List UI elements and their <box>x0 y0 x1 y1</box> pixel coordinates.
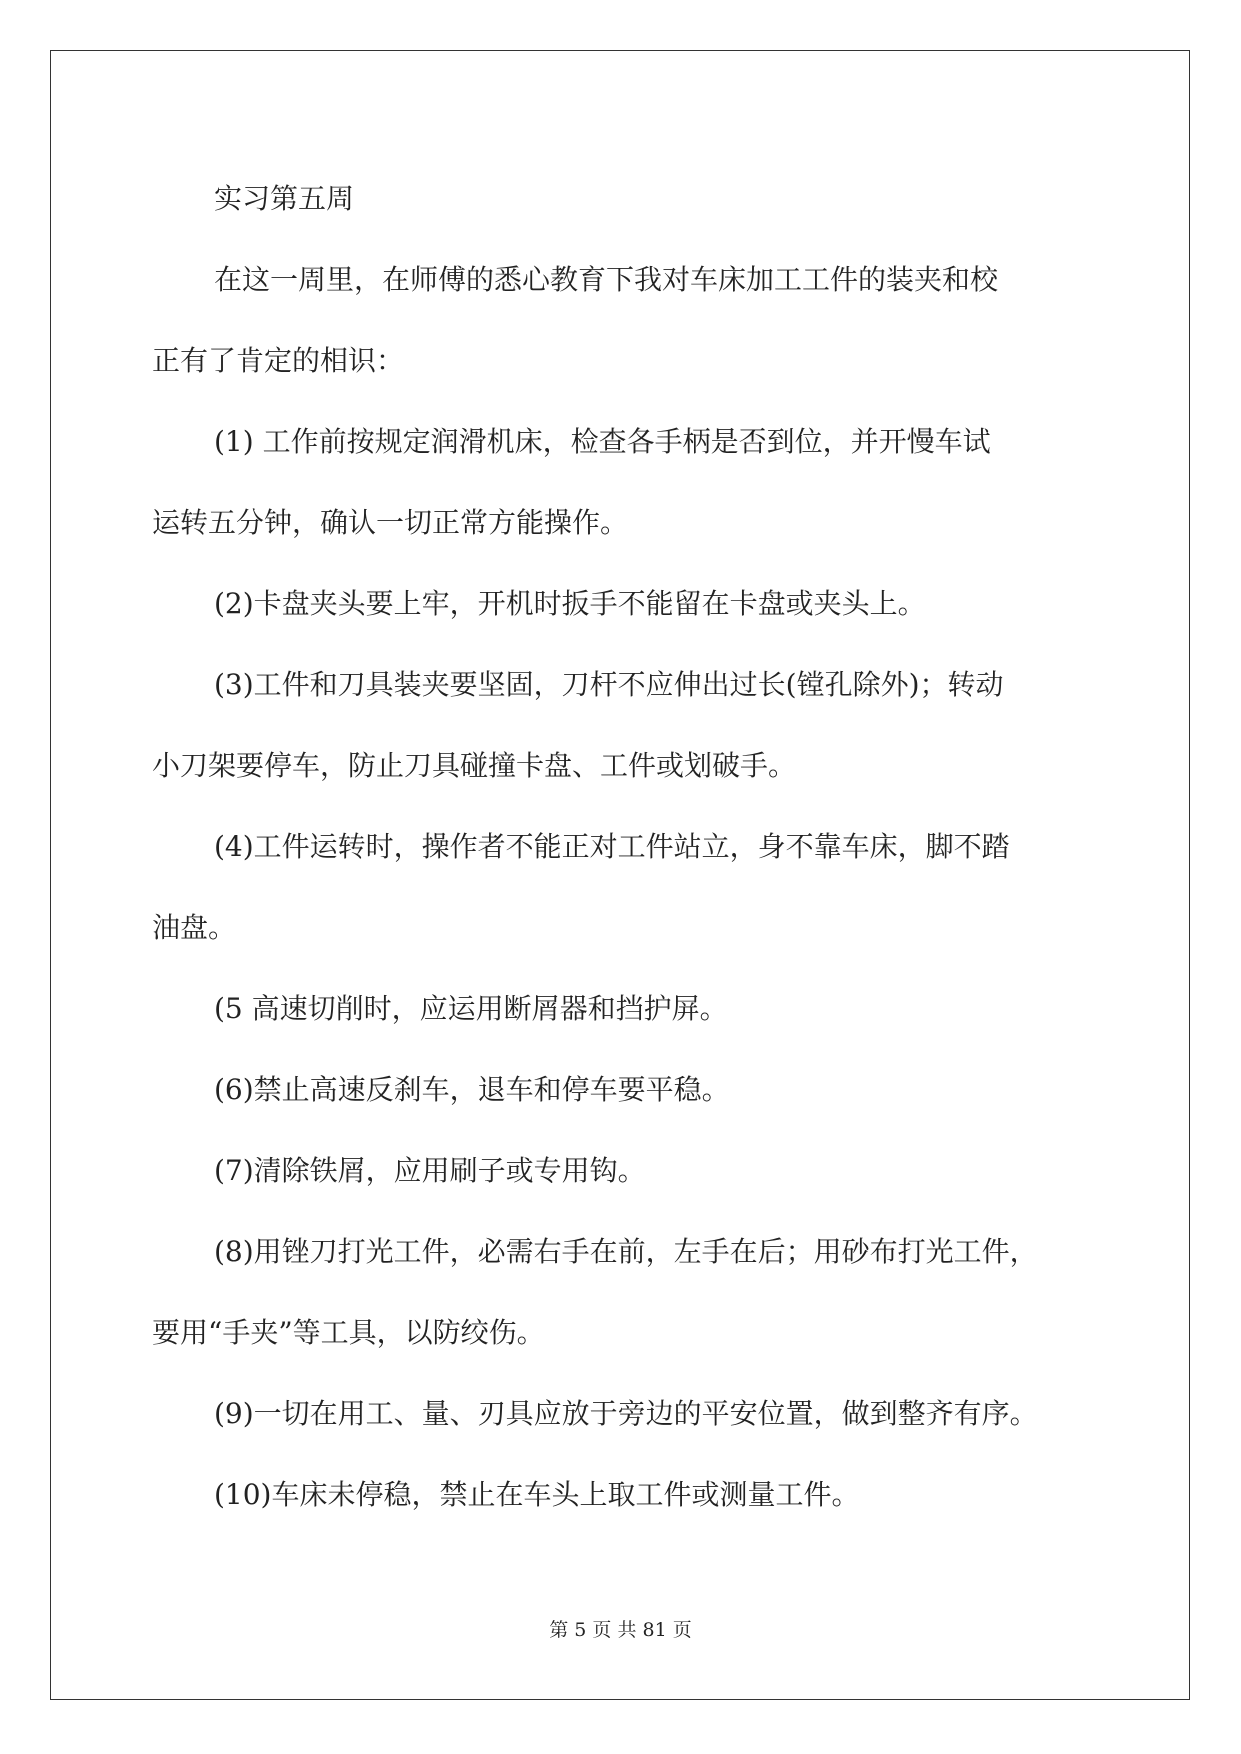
list-item-1-continued: 运转五分钟，确认一切正常方能操作。 <box>152 506 629 539</box>
list-item-6: (6)禁止高速反刹车，退车和停车要平稳。 <box>214 1073 730 1106</box>
list-item-2: (2)卡盘夹头要上牢，开机时扳手不能留在卡盘或夹头上。 <box>214 587 926 620</box>
list-item-9: (9)一切在用工、量、刃具应放于旁边的平安位置，做到整齐有序。 <box>214 1397 1038 1430</box>
paragraph-line: 正有了肯定的相识： <box>152 344 405 377</box>
section-heading: 实习第五周 <box>214 182 355 215</box>
list-item-1: (1) 工作前按规定润滑机床，检查各手柄是否到位，并开慢车试 <box>214 425 991 458</box>
list-item-4: (4)工件运转时，操作者不能正对工件站立，身不靠车床，脚不踏 <box>214 830 1010 863</box>
list-item-5: (5 高速切削时，应运用断屑器和挡护屏。 <box>214 992 728 1025</box>
page-number-footer: 第 5 页 共 81 页 <box>549 1619 692 1641</box>
list-item-3: (3)工件和刀具装夹要坚固，刀杆不应伸出过长(镗孔除外)；转动 <box>214 668 1004 701</box>
list-item-10: (10)车床未停稳，禁止在车头上取工件或测量工件。 <box>214 1478 860 1511</box>
document-body <box>152 158 1092 1535</box>
list-item-7: (7)清除铁屑，应用刷子或专用钩。 <box>214 1154 646 1187</box>
list-item-4-continued: 油盘。 <box>152 911 237 944</box>
list-item-8: (8)用锉刀打光工件，必需右手在前，左手在后；用砂布打光工件， <box>214 1235 1038 1268</box>
list-item-8-continued: 要用“手夹”等工具，以防绞伤。 <box>152 1316 545 1349</box>
paragraph-line: 在这一周里，在师傅的悉心教育下我对车床加工工件的装夹和校 <box>214 263 999 296</box>
list-item-3-continued: 小刀架要停车，防止刀具碰撞卡盘、工件或划破手。 <box>152 749 797 782</box>
